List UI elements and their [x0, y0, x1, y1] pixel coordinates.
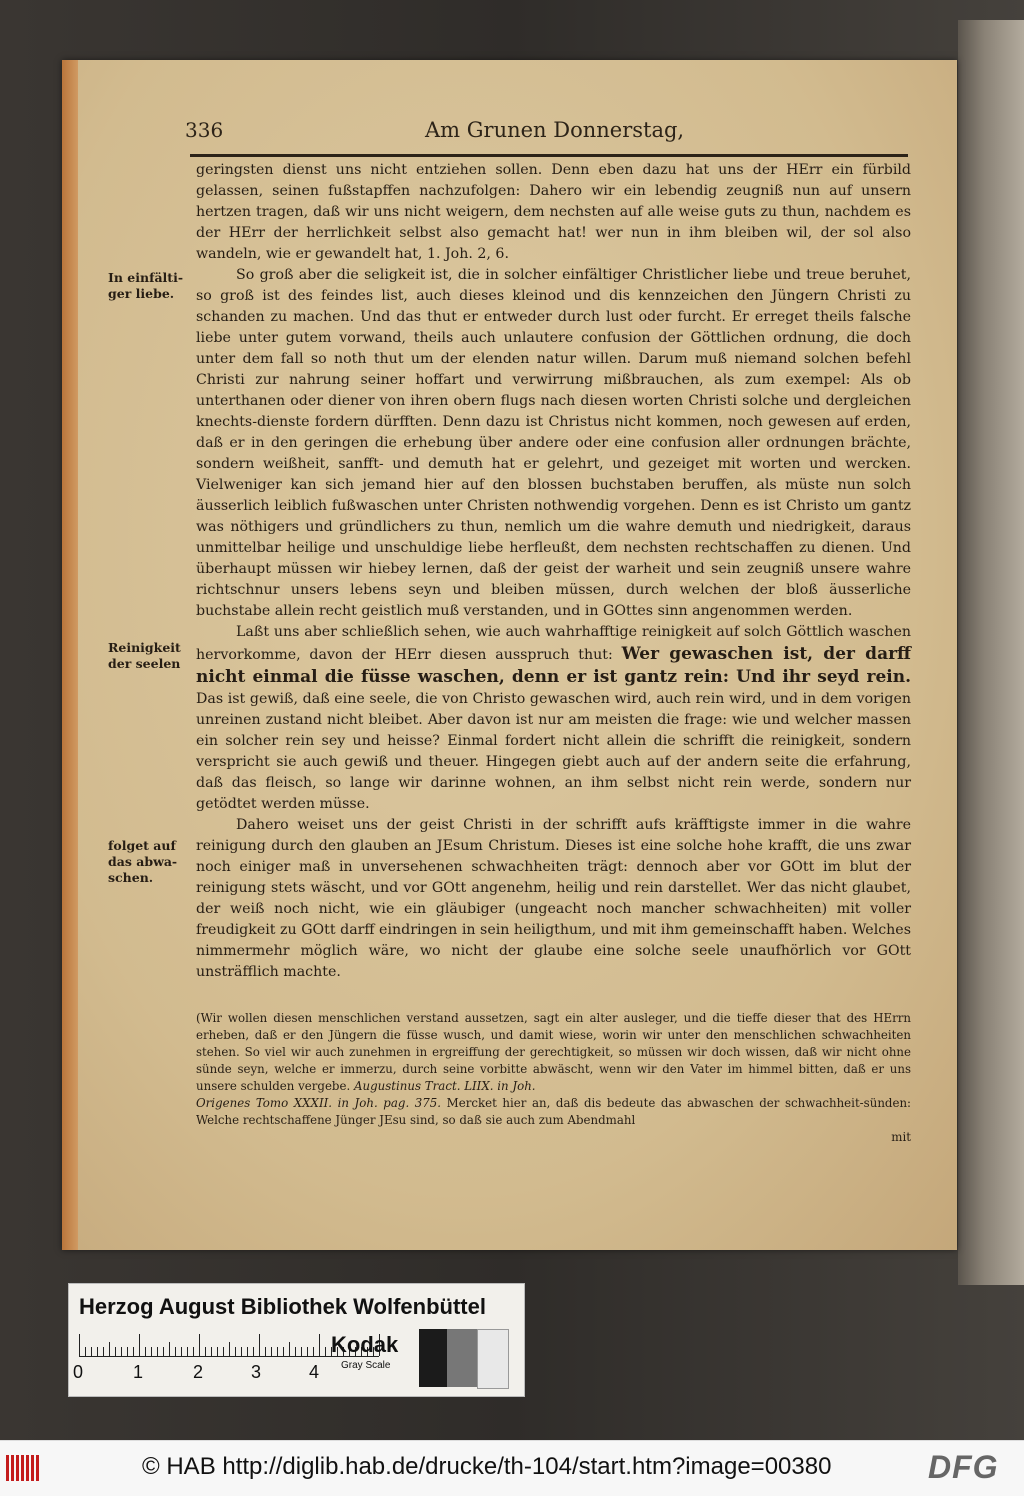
ruler-tick — [313, 1347, 314, 1356]
footnote-reference: Origenes Tomo XXXII. in Joh. pag. 375. — [196, 1096, 442, 1110]
ruler-tick — [253, 1347, 254, 1356]
paragraph: So groß aber die seligkeit ist, die in solcher einfältiger Christlicher liebe und treue beruhet, so groß ist des feindes list, auch dieses kleinod und dis kennzeichen den Jüngern Christi zu schanden zu machen. Und das thut er entweder durch lust oder furcht. Er erreget theils falsche liebe unter gutem vorwand, theils auch unlautere confusion der Göttlichen ordnung, die doch unter dem fall so noth thut um der elenden natur willen. Darum muß niemand solchen befehl Christi zur nahrung seiner hoffart und verwirrung mißbrauchen, als zum exempel: Als ob unterthanen oder diener von ihren obern flugs nach diesen worten Christi solche und dergleichen knechts-dienste fordern dürfften. Denn dazu ist Christus nicht kommen, noch gewesen auf erden, daß er in den geringen die erhebung über andere oder eine confusion aller ordnungen brächte, sondern weißheit, sanfft- und demuth hat er gelehrt, und gezeiget mit worten und wercken. Vielweniger kan sich jemand hier auf den blossen buchstaben beruffen, als müste nun solch äusserlich leiblich fußwaschen unter Christen nothwendig vorgehen. Denn es ist Christo um gantz was nöthigers und gründlichers zu thun, nemlich um die wahre demuth und niedrigkeit, daraus unmittelbar heilige und unschuldige liebe herfleußt, dem nechsten rechtschaffen zu dienen. Und überhaupt müssen wir hiebey lernen, daß der geist der warheit und sein zeugniß unsere wahre richtschnur unsers lebens seyn und bleiben müssen, durch welchen der bloß äusserliche buchstabe allein recht geistlich muß verstanden, und in GOttes sinn angenommen werden. — [196, 267, 911, 619]
adjacent-page-edge — [958, 20, 1024, 1285]
footnote-reference: Augustinus Tract. LIIX. in Joh. — [353, 1079, 536, 1093]
ruler-tick — [187, 1347, 188, 1356]
gray-patch — [447, 1329, 477, 1387]
ruler-tick — [211, 1347, 212, 1356]
ruler-tick — [163, 1347, 164, 1356]
ruler-tick — [223, 1347, 224, 1356]
ruler-tick — [145, 1347, 146, 1356]
ruler-tick — [259, 1334, 260, 1356]
ruler-label: 3 — [251, 1362, 262, 1382]
ruler-label: 1 — [133, 1362, 144, 1382]
ruler-tick — [277, 1347, 278, 1356]
gray-patches — [419, 1329, 519, 1387]
hab-logo-icon — [6, 1455, 40, 1481]
ruler-tick — [265, 1347, 266, 1356]
running-head: Am Grunen Donnerstag, — [425, 118, 685, 142]
ruler-tick — [169, 1342, 170, 1356]
footer-bar — [0, 1440, 1024, 1496]
ruler-tick — [217, 1347, 218, 1356]
paragraph-text: Das ist gewiß, daß eine seele, die von Christo gewaschen wird, auch rein wird, und in dem vorigen unreinen zustand nicht bleibet. Aber davon ist nur am meisten die frage: wie und welcher massen ein solcher rein sey und heisse? Einmal fordert nicht allein die schrifft die reinigkeit, sondern verspricht sie auch gewiß und theuer. Hingegen giebt auch auf der andern seite die erfahrung, daß das fleisch, so lange wir darinne wohnen, an ihm selbst nicht rein werde, sondern nur getödtet werden müsse. — [196, 691, 911, 812]
paragraph-text: Laßt uns aber schließlich sehen, wie auch wahrhafftige reinigkeit auf solch Göttlich waschen hervorkomme, davon der HErr diesen ausspruch thut: — [196, 624, 911, 663]
ruler-tick — [103, 1347, 104, 1356]
ruler-tick — [121, 1347, 122, 1356]
gray-patch — [419, 1329, 447, 1387]
ruler-tick — [91, 1347, 92, 1356]
ruler-tick — [289, 1342, 290, 1356]
copyright-link[interactable]: © HAB http://diglib.hab.de/drucke/th-104/start.htm?image=00380 — [142, 1453, 832, 1480]
footnotes — [196, 1010, 911, 1146]
ruler-tick — [151, 1347, 152, 1356]
ruler-label: 0 — [73, 1362, 84, 1382]
kodak-logo: Kodak — [331, 1332, 399, 1357]
ruler-tick — [247, 1347, 248, 1356]
margin-note: folget auf das abwa-schen. — [108, 838, 178, 885]
ruler-label: 4 — [309, 1362, 320, 1382]
ruler-tick — [295, 1347, 296, 1356]
ruler-tick — [199, 1334, 200, 1356]
main-text — [196, 160, 911, 983]
scripture-quote: Wer gewaschen ist, der darff nicht einmal die füsse waschen, denn er ist gantz rein: Und ihr seyd rein. — [196, 644, 911, 687]
ruler-tick — [193, 1347, 194, 1356]
header-rule — [190, 154, 908, 157]
color-card — [68, 1283, 525, 1397]
gray-patch — [477, 1329, 509, 1389]
ruler-tick — [127, 1347, 128, 1356]
ruler-tick — [229, 1342, 230, 1356]
ruler-tick — [325, 1347, 326, 1356]
ruler-tick — [139, 1334, 140, 1356]
ruler-tick — [97, 1347, 98, 1356]
ruler-tick — [307, 1347, 308, 1356]
ruler-tick — [133, 1347, 134, 1356]
ruler-tick — [283, 1347, 284, 1356]
library-name: Herzog August Bibliothek Wolfenbüttel — [79, 1294, 486, 1319]
page-edge-stain — [62, 60, 78, 1250]
grayscale-label: Gray Scale — [341, 1360, 391, 1371]
paragraph: geringsten dienst uns nicht entziehen sollen. Denn eben dazu hat uns der HErr ein fürbild gelassen, seinen fußstapffen nachzufolgen: Dahero wir ein lebendig zeugniß nun auf unsern hertzen tragen, daß wir uns nicht weigern, dem nechsten auf alle weise guts zu thun, nachdem es der HErr der herrlichkeit selbst also gemacht hat! wer nun in ihm bleiben wil, der sol also wandeln, wie er gewandelt hat, 1. Joh. 2, 6. — [196, 162, 911, 262]
ruler-tick — [115, 1347, 116, 1356]
ruler-tick — [235, 1347, 236, 1356]
ruler-tick — [319, 1334, 320, 1356]
ruler-label: 2 — [193, 1362, 204, 1382]
ruler-tick — [175, 1347, 176, 1356]
ruler-tick — [271, 1347, 272, 1356]
footnote — [196, 1010, 911, 1095]
page-number: 336 — [185, 118, 224, 142]
margin-note: In einfälti-ger liebe. — [108, 270, 184, 301]
ruler-tick — [205, 1347, 206, 1356]
margin-note: Reinigkeit der seelen — [108, 640, 181, 671]
ruler-tick — [181, 1347, 182, 1356]
ruler-tick — [85, 1347, 86, 1356]
footnote-text: Mercket hier an, daß dis bedeute das abwaschen der schwachheit-sünden: Welche rechtschaffene Jünger JEsu sind, so daß sie auch zum Abendmahl — [196, 1096, 912, 1127]
paragraph: Dahero weiset uns der geist Christi in der schrifft aufs kräfftigste immer in die wahre reinigung durch den glauben an JEsum Christum. Dieses ist eine solche hohe krafft, die uns zwar noch einiger maß in unversehenen schwachheiten trägt: dennoch aber vor GOtt im blut der reinigung stets wäscht, und vor GOtt angenehm, heilig und rein darstellet. Wer das nicht glaubet, der weiß noch nicht, wie ein gläubiger (ungeacht noch mancher schwachheiten) mit voller freudigkeit zu GOtt darff eindringen in sein heiligthum, und mit ihm gemeinschafft haben. Welches nimmermehr möglich wäre, wo nicht der glaube eine solche seele unaufhörlich vor GOtt unsträfflich machte. — [196, 817, 911, 980]
footnote-text: (Wir wollen diesen menschlichen verstand aussetzen, sagt ein alter ausleger, und die tieffe dieser that des HErrn erheben, daß er den Jüngern die füsse wusch, und damit wiese, worin wir unter den menschlichen schwachheiten stehen. So viel wir auch zunehmen in ergreiffung der gerechtigkeit, so müssen wir doch wissen, daß wir nicht ohne sünde seyn, welche er immerzu, durch seine vorbitte abwäscht, wenn wir den Vater im himmel bitten, daß er uns unsere schulden vergebe. — [196, 1011, 911, 1093]
ruler-tick — [241, 1347, 242, 1356]
ruler-tick — [157, 1347, 158, 1356]
catchword: mit — [891, 1130, 911, 1144]
ruler-tick — [79, 1334, 80, 1356]
paragraph — [196, 622, 911, 815]
dfg-logo: DFG — [928, 1449, 999, 1485]
ruler-tick — [109, 1342, 110, 1356]
footnote — [196, 1095, 911, 1129]
page-header — [185, 118, 905, 152]
ruler-tick — [301, 1347, 302, 1356]
